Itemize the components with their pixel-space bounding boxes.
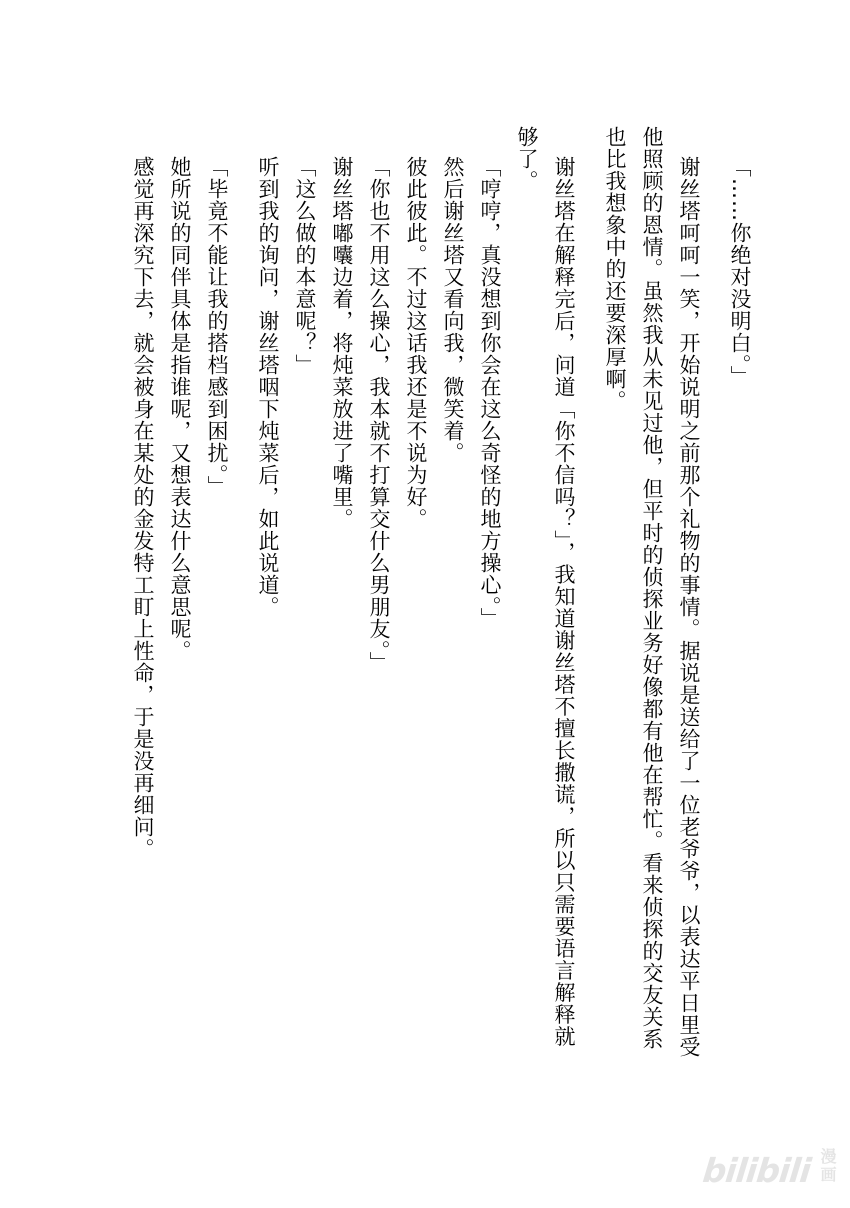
novel-paragraph: 谢丝塔嘟囔边着，将炖菜放进了嘴里。 [330,156,354,530]
novel-paragraph: 「……你绝对没明白。」 [728,156,752,388]
novel-paragraph: 感觉再深究下去，就会被身在某处的金发特工盯上性命，于是没再细问。 [131,156,155,860]
novel-paragraph: 「你也不用这么操心，我本就不打算交什么男朋友。」 [367,156,391,674]
novel-paragraph: 她所说的同伴具体是指谁呢，又想表达什么意思呢。 [168,156,192,662]
bilibili-watermark [700,1148,838,1192]
novel-paragraph: 「毕竟不能让我的搭档感到困扰。」 [205,156,229,498]
novel-paragraph: 「哼哼，真没想到你会在这么奇怪的地方操心。」 [478,156,502,630]
novel-paragraph: 彼此彼此。不过这话我还是不说为好。 [404,156,428,530]
novel-text-block [124,126,758,1066]
novel-paragraph: 听到我的询问，谢丝塔咽下炖菜后，如此说道。 [256,156,280,618]
novel-paragraph: 谢丝塔呵呵一笑，开始说明之前那个礼物的事情。据说是送给了一位老爷爷，以表达平日里受他照顾的恩情。虽然我从未见过他，但平时的侦探业务好像都有他在帮忙。看来侦探的交友关系也比我想象中的还要深厚啊。 [603,126,701,1058]
bilibili-logo: bilibili [700,1150,813,1190]
watermark-manga-label: 漫画 [818,1148,837,1184]
novel-paragraph: 谢丝塔在解释完后，问道「你不信吗？」，我知道谢丝塔不擅长撒谎，所以只需要语言解释就够了。 [515,126,576,1048]
novel-paragraph: 「这么做的本意呢？」 [293,156,317,376]
novel-paragraph: 然后谢丝塔又看向我，微笑着。 [441,156,465,464]
